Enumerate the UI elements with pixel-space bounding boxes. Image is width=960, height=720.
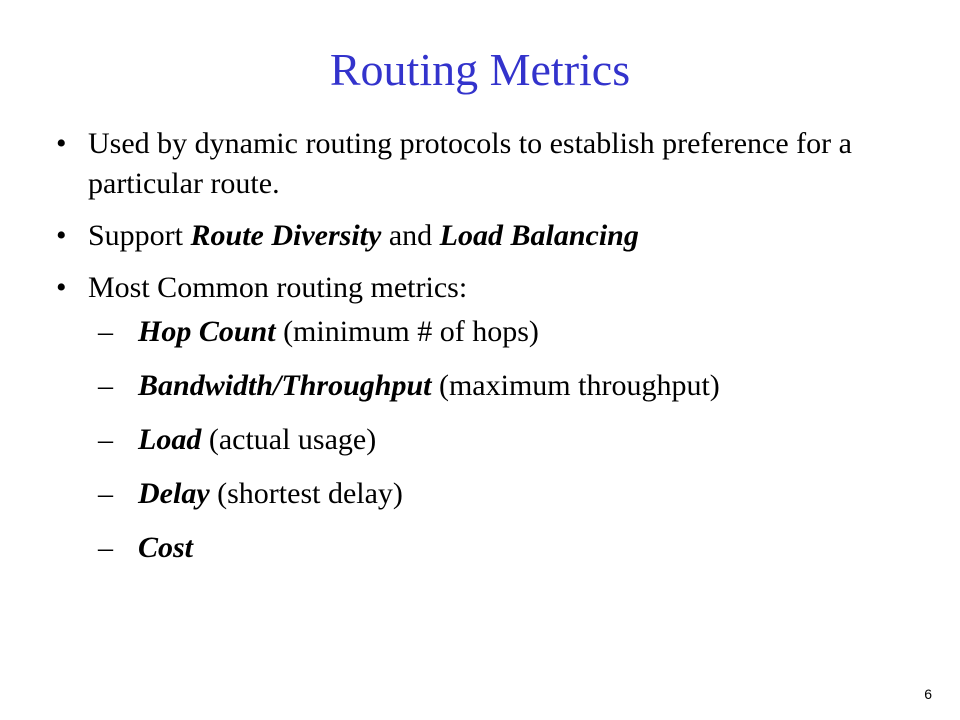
metric-name: Cost: [138, 531, 194, 564]
bullet-text-part: and: [381, 219, 440, 252]
sub-bullet-bandwidth: [98, 366, 916, 406]
metric-description: (actual usage): [201, 423, 377, 456]
metric-name: Hop Count: [138, 315, 276, 348]
metric-name: Delay: [138, 477, 210, 510]
sub-bullet-marker: –: [98, 477, 113, 510]
sub-bullet-delay: [98, 474, 916, 514]
bullet-marker: •: [56, 127, 67, 160]
metric-name: Bandwidth/Throughput: [138, 369, 432, 402]
slide-title: Routing Metrics: [329, 44, 631, 95]
metric-description: (minimum # of hops): [275, 315, 539, 348]
sub-bullet-marker: –: [98, 423, 113, 456]
sub-bullet-hop-count: [98, 312, 916, 352]
sub-bullet-marker: –: [98, 531, 113, 564]
bullet-text: Used by dynamic routing protocols to establish preference for a particular route.: [88, 127, 852, 200]
bullet-list: [56, 124, 916, 582]
bullet-text: Most Common routing metrics:: [88, 271, 468, 304]
sub-bullet-marker: –: [98, 315, 113, 348]
sub-bullet-marker: –: [98, 369, 113, 402]
emphasis-load-balancing: Load Balancing: [439, 219, 639, 252]
bullet-route-diversity: [56, 216, 916, 256]
bullet-dynamic-routing: [56, 124, 916, 204]
bullet-marker: •: [56, 219, 67, 252]
metric-description: (maximum throughput): [431, 369, 720, 402]
sub-bullet-load: [98, 420, 916, 460]
page-number: 6: [924, 686, 932, 702]
metric-name: Load: [138, 423, 202, 456]
bullet-common-metrics: [56, 268, 916, 568]
metrics-sub-list: [88, 312, 916, 568]
bullet-text-part: Support: [88, 219, 191, 252]
bullet-marker: •: [56, 271, 67, 304]
metric-description: (shortest delay): [209, 477, 403, 510]
emphasis-route-diversity: Route Diversity: [190, 219, 382, 252]
sub-bullet-cost: [98, 528, 916, 568]
